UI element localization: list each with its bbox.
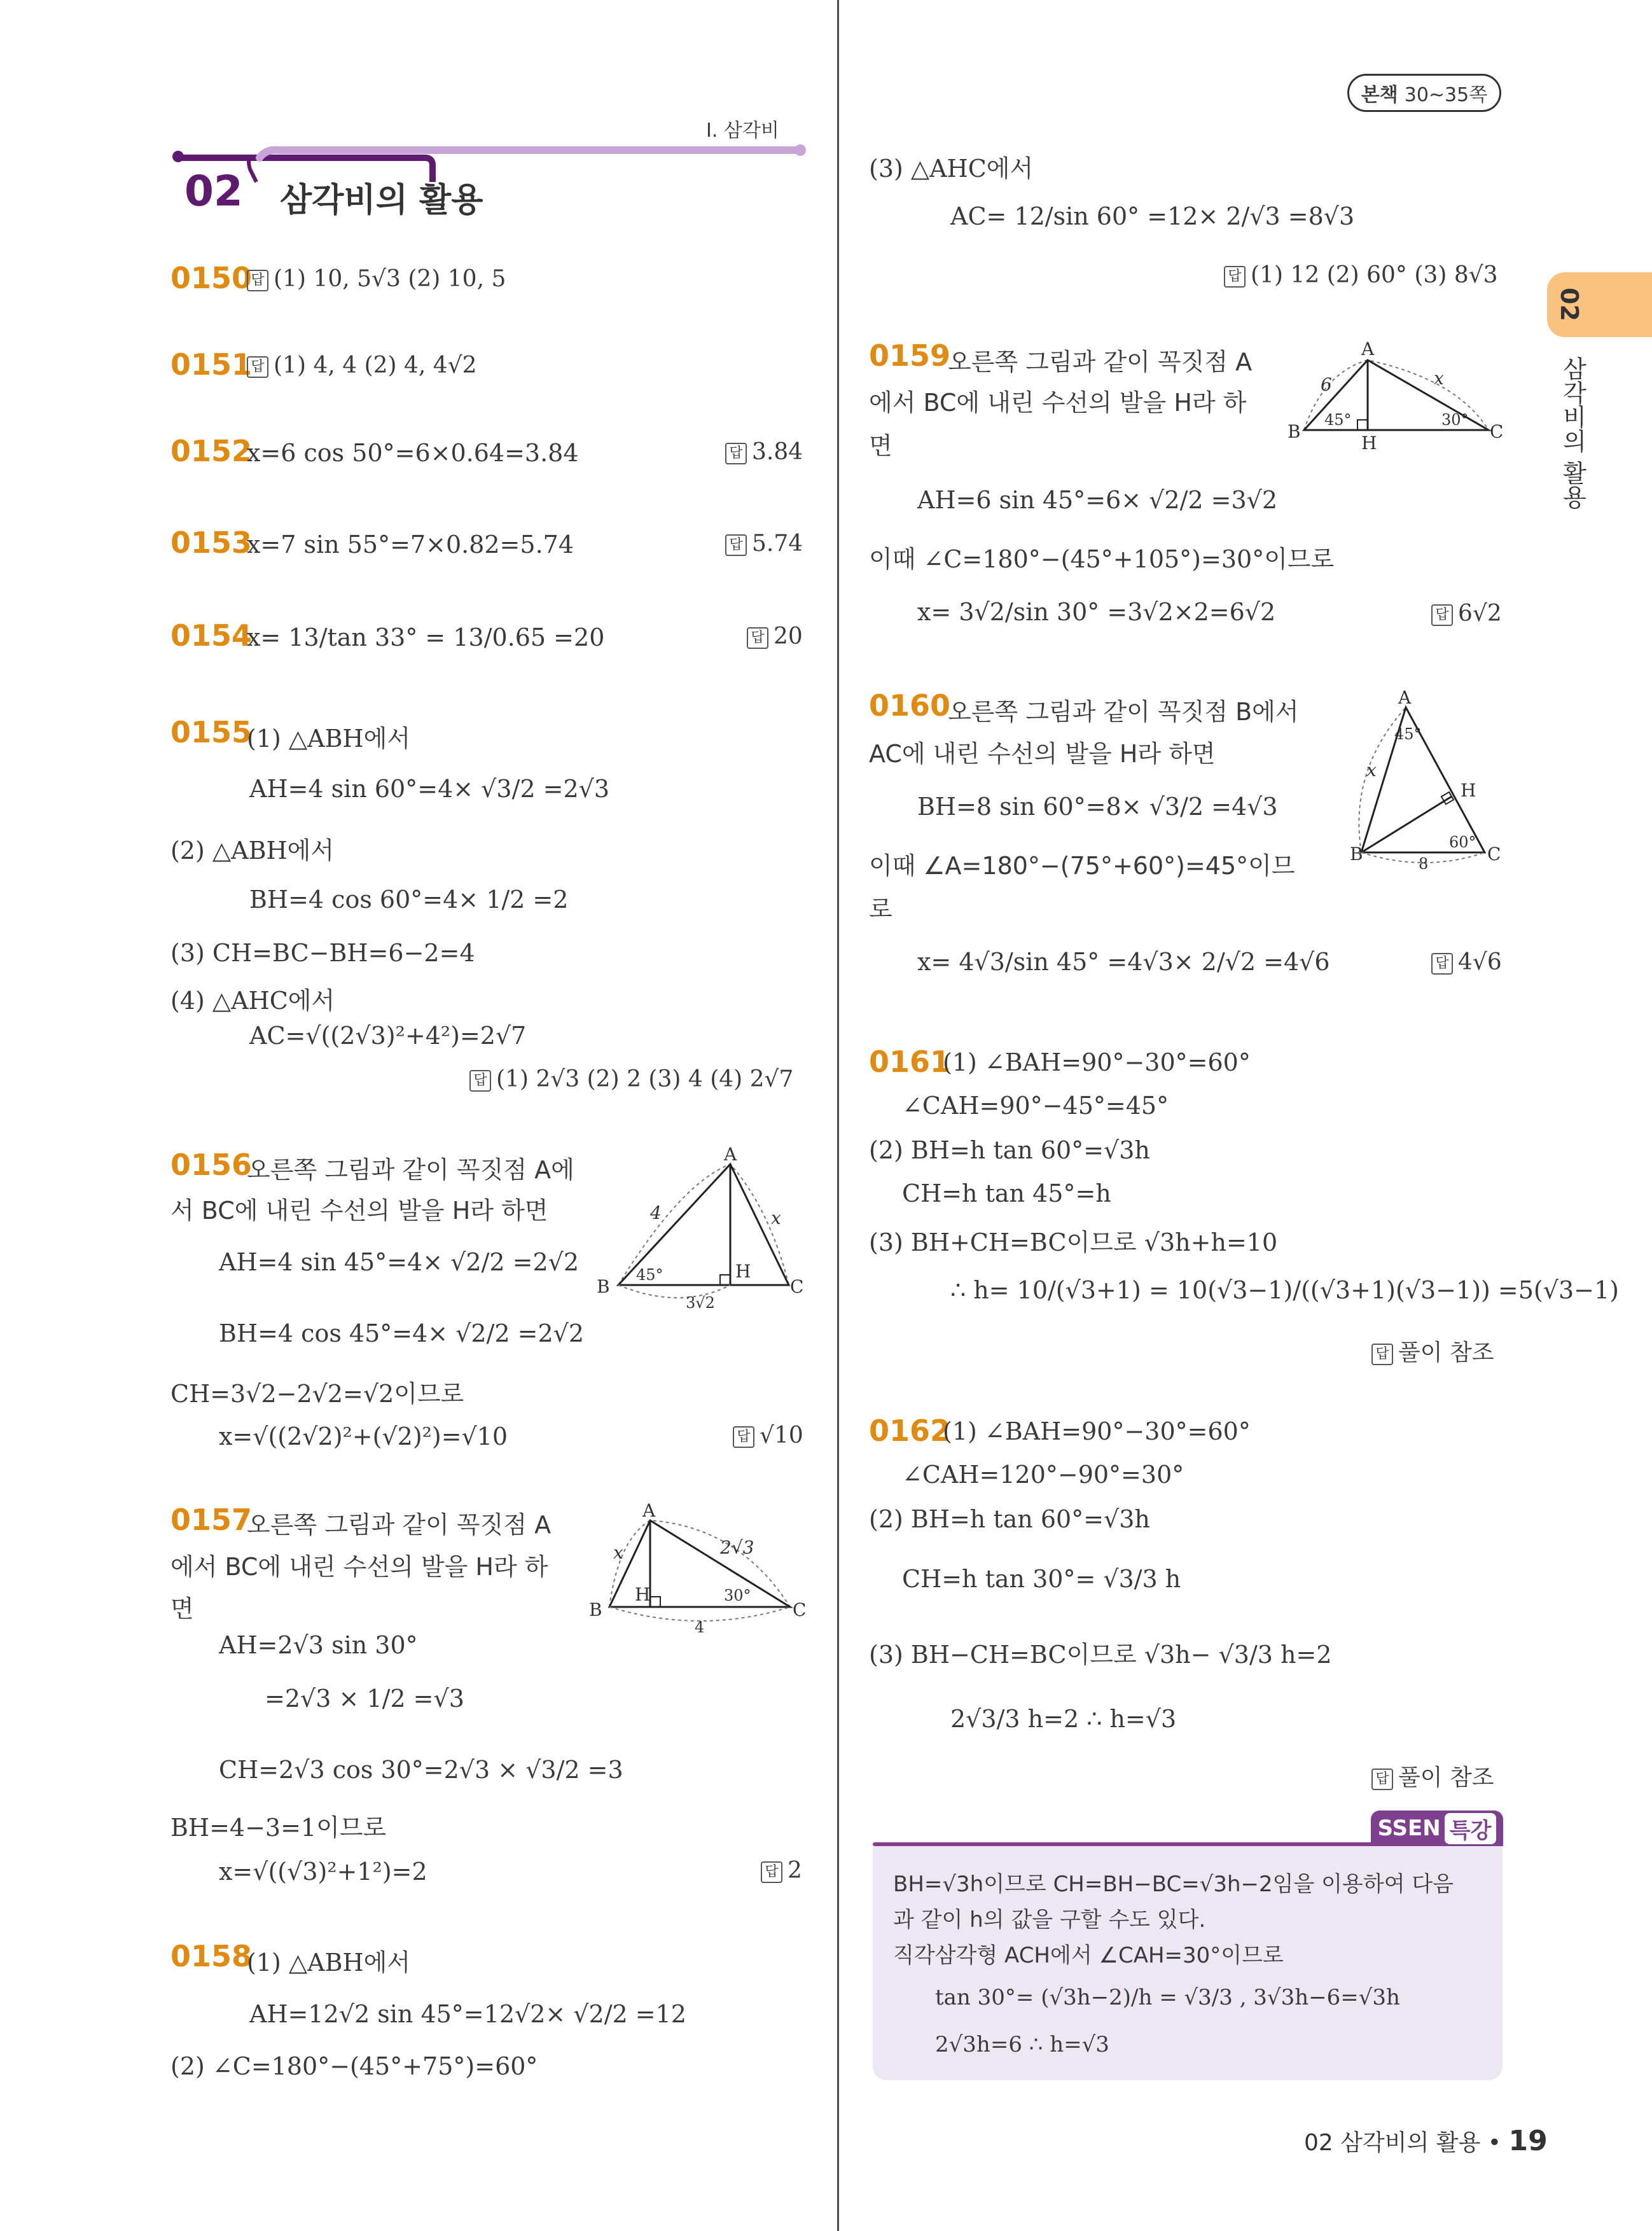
angle-label-1: 45° (1324, 411, 1352, 429)
answer-mark-icon: 답 (1371, 1344, 1393, 1365)
page-number: 19 (1508, 2125, 1548, 2157)
vertex-label-C: C (793, 1599, 807, 1620)
solution-line: AH=2√3 sin 30° (219, 1631, 418, 1659)
ssen-line: 과 같이 h의 값을 구할 수도 있다. (893, 1907, 1206, 1933)
solution-line: 에서 BC에 내린 수선의 발을 H라 하 (170, 1553, 548, 1581)
solution-line: =2√3 × 1/2 =√3 (265, 1685, 464, 1713)
answer-text: (1) 4, 4 (2) 4, 4√2 (274, 352, 477, 379)
solution-line: (2) ∠C=180°−(45°+75°)=60° (170, 2052, 538, 2080)
solution-line: AC= 12/sin 60° =12× 2/√3 =8√3 (950, 202, 1355, 230)
problem-number: 0160 (869, 688, 951, 723)
solution-line: CH=2√3 cos 30°=2√3 × √3/2 =3 (219, 1756, 623, 1784)
answer (247, 352, 477, 379)
side-tab-title: 삼각비의 활용 (1558, 356, 1586, 510)
ssen-line: tan 30°= (√3h−2)/h = √3/3 , 3√3h−6=√3h (935, 1985, 1400, 2010)
solution-line: (4) △AHC에서 (170, 987, 335, 1015)
answer (1224, 262, 1498, 288)
triangle-figure-0160 (1342, 688, 1514, 879)
solution-line: 이때 ∠A=180°−(75°+60°)=45°이므 (869, 852, 1295, 880)
solution-line: x=√((√3)²+1²)=2 (219, 1858, 427, 1886)
vertex-label-A: A (1398, 688, 1412, 708)
base-label: 3√2 (686, 1294, 715, 1310)
solution-line: (3) CH=BC−BH=6−2=4 (170, 939, 475, 967)
solution-line: (1) △ABH에서 (247, 725, 411, 753)
solution-line: ∴ h= 10/(√3+1) = 10(√3−1)/((√3+1)(√3−1)) =5(√3−1) (950, 1276, 1619, 1304)
foot-label-H: H (1361, 433, 1377, 454)
vertex-label-B: B (1288, 421, 1301, 442)
section-title: 삼각비의 활용 (280, 181, 483, 219)
answer-mark-icon: 답 (747, 627, 768, 649)
angle-label: 30° (724, 1587, 751, 1604)
solution-line: (3) △AHC에서 (869, 155, 1034, 183)
solution-line: 로 (869, 895, 892, 923)
ssen-line: 2√3h=6 ∴ h=√3 (935, 2032, 1109, 2057)
solution-line: 에서 BC에 내린 수선의 발을 H라 하 (869, 389, 1247, 417)
solution-line: 2√3/3 h=2 ∴ h=√3 (950, 1705, 1177, 1733)
problem-number: 0152 (170, 434, 253, 468)
vertex-label-C: C (1487, 844, 1501, 865)
problem-number: 0155 (170, 715, 253, 749)
base-label: 4 (695, 1618, 705, 1636)
answer (1371, 1335, 1494, 1367)
triangle-figure-0157 (580, 1501, 816, 1641)
answer-text: 4√6 (1458, 949, 1502, 975)
answer (761, 1858, 802, 1884)
solution-line: x=6 cos 50°=6×0.64=3.84 (247, 439, 579, 467)
answer-text: 풀이 참조 (1398, 1765, 1494, 1791)
solution-line: (1) ∠BAH=90°−30°=60° (943, 1417, 1251, 1445)
vertex-label-B: B (597, 1276, 610, 1297)
answer (725, 531, 803, 557)
answer-text: 2 (788, 1858, 802, 1884)
solution-line: AH=4 sin 60°=4× √3/2 =2√3 (249, 775, 610, 803)
answer (1371, 1760, 1494, 1792)
answer-text: 6√2 (1458, 601, 1502, 627)
answer (469, 1066, 793, 1092)
solution-line: (3) BH+CH=BC이므로 √3h+h=10 (869, 1228, 1278, 1256)
side-label: 2√3 (720, 1537, 754, 1558)
solution-line: x= 3√2/sin 30° =3√2×2=6√2 (917, 598, 1276, 626)
ssen-line: BH=√3h이므로 CH=BH−BC=√3h−2임을 이용하여 다음 (893, 1872, 1454, 1897)
angle-label-2: 30° (1441, 411, 1469, 429)
solution-line: 오른쪽 그림과 같이 꼭짓점 A (247, 1511, 552, 1539)
solution-line: 오른쪽 그림과 같이 꼭짓점 B에서 (948, 698, 1299, 726)
solution-line: x=√((2√2)²+(√2)²)=√10 (219, 1422, 508, 1450)
solution-line: (2) BH=h tan 60°=√3h (869, 1136, 1150, 1164)
solution-line: 이때 ∠C=180°−(45°+105°)=30°이므로 (869, 545, 1335, 573)
problem-number: 0162 (869, 1414, 951, 1448)
answer-text: 5.74 (752, 531, 803, 557)
solution-line: x=7 sin 55°=7×0.82=5.74 (247, 531, 574, 559)
book-ref-label: 본책 (1361, 84, 1398, 106)
answer-mark-icon: 답 (247, 270, 268, 291)
solution-line: AH=12√2 sin 45°=12√2× √2/2 =12 (249, 2000, 686, 2028)
solution-line: CH=3√2−2√2=√2이므로 (170, 1380, 464, 1408)
side-label: 6 (1321, 374, 1332, 395)
solution-line: (2) BH=h tan 60°=√3h (869, 1505, 1150, 1533)
solution-line: AH=4 sin 45°=4× √2/2 =2√2 (219, 1248, 580, 1276)
answer-text: √10 (760, 1422, 803, 1449)
answer-mark-icon: 답 (1371, 1769, 1393, 1790)
answer (725, 439, 803, 465)
solution-line: CH=h tan 45°=h (902, 1179, 1111, 1207)
answer-mark-icon: 답 (247, 356, 268, 378)
solution-line: 면 (869, 432, 892, 460)
answer-text: 풀이 참조 (1398, 1340, 1494, 1366)
solution-line: (2) △ABH에서 (170, 837, 335, 865)
answer-text: 20 (774, 623, 803, 650)
solution-line: (1) ∠BAH=90°−30°=60° (943, 1048, 1251, 1076)
problem-number: 0159 (869, 338, 951, 373)
problem-number: 0157 (170, 1503, 253, 1537)
ssen-tag-label: 특강 (1445, 1813, 1497, 1844)
problem-number: 0154 (170, 618, 253, 653)
foot-label-H: H (735, 1261, 751, 1282)
solution-line: BH=4 cos 45°=4× √2/2 =2√2 (219, 1319, 585, 1347)
side-tab-number: 02 (1555, 288, 1583, 321)
solution-line: x= 13/tan 33° = 13/0.65 =20 (247, 623, 605, 651)
vertex-label-C: C (790, 1276, 804, 1297)
answer-mark-icon: 답 (733, 1426, 754, 1448)
triangle-figure-0159 (1279, 335, 1508, 462)
solution-line: BH=4−3=1이므로 (170, 1814, 387, 1842)
problem-number: 0158 (170, 1939, 253, 1973)
side-label: 4 (650, 1202, 662, 1223)
solution-line: BH=4 cos 60°=4× 1/2 =2 (249, 886, 569, 914)
problem-number: 0161 (869, 1045, 951, 1079)
answer-mark-icon: 답 (1431, 604, 1453, 626)
vertex-label-C: C (1490, 421, 1504, 442)
solution-line: 면 (170, 1595, 194, 1623)
problem-number: 0153 (170, 525, 253, 560)
answer-mark-icon: 답 (1224, 266, 1246, 288)
triangle-figure-0156 (592, 1145, 808, 1310)
solution-line: 서 BC에 내린 수선의 발을 H라 하면 (170, 1197, 548, 1225)
vertex-label-B: B (589, 1599, 602, 1620)
side-label-x: x (613, 1542, 623, 1563)
solution-line: 오른쪽 그림과 같이 꼭짓점 A (948, 348, 1253, 376)
angle-label: 45° (636, 1266, 663, 1284)
page-footer (1304, 2125, 1548, 2157)
answer (1431, 949, 1502, 975)
solution-line: AC=√((2√3)²+4²)=2√7 (249, 1022, 527, 1050)
solution-line: (1) △ABH에서 (247, 1949, 411, 1977)
solution-line: ∠CAH=120°−90°=30° (902, 1461, 1184, 1489)
section-title-ribbon (170, 144, 807, 201)
answer-mark-icon: 답 (761, 1861, 782, 1883)
book-reference-badge (1347, 74, 1501, 112)
answer-text: (1) 10, 5√3 (2) 10, 5 (274, 266, 506, 292)
column-divider (837, 0, 839, 2231)
problem-number: 0150 (170, 261, 253, 295)
section-number: 02 (184, 167, 243, 216)
vertex-label-A: A (642, 1501, 656, 1521)
angle-label-2: 60° (1449, 833, 1476, 851)
solution-line: AC에 내린 수선의 발을 H라 하면 (869, 740, 1216, 768)
vertex-label-B: B (1350, 844, 1363, 865)
ssen-line: 직각삼각형 ACH에서 ∠CAH=30°이므로 (893, 1943, 1284, 1968)
answer-mark-icon: 답 (725, 443, 747, 464)
answer-text: 3.84 (752, 439, 803, 465)
angle-label-1: 45° (1394, 725, 1422, 743)
problem-number: 0151 (170, 347, 253, 382)
answer (247, 266, 506, 292)
answer-text: (1) 12 (2) 60° (3) 8√3 (1251, 262, 1498, 288)
book-ref-pages: 30~35쪽 (1404, 84, 1488, 106)
solution-line: x= 4√3/sin 45° =4√3× 2/√2 =4√6 (917, 948, 1330, 976)
problem-number: 0156 (170, 1148, 253, 1182)
answer-mark-icon: 답 (469, 1070, 491, 1092)
ssen-tag-brand: SSEN (1377, 1816, 1441, 1841)
ssen-tag (1371, 1811, 1503, 1846)
solution-line: AH=6 sin 45°=6× √2/2 =3√2 (917, 486, 1278, 514)
foot-label-H: H (635, 1584, 651, 1605)
side-label-x: x (1366, 760, 1377, 781)
solution-line: ∠CAH=90°−45°=45° (902, 1092, 1169, 1120)
answer (1431, 601, 1502, 627)
foot-label-H: H (1461, 780, 1476, 801)
footer-text: 02 삼각비의 활용 • (1304, 2130, 1502, 2156)
solution-line: 오른쪽 그림과 같이 꼭짓점 A에 (247, 1156, 574, 1184)
solution-line: CH=h tan 30°= √3/3 h (902, 1565, 1181, 1593)
side-label-x: x (1434, 368, 1444, 389)
answer-mark-icon: 답 (725, 534, 747, 556)
answer-mark-icon: 답 (1431, 953, 1453, 975)
vertex-label-A: A (724, 1145, 737, 1165)
solution-line: (3) BH−CH=BC이므로 √3h− √3/3 h=2 (869, 1641, 1332, 1669)
unit-label: Ⅰ. 삼각비 (706, 120, 779, 142)
solution-line: BH=8 sin 60°=8× √3/2 =4√3 (917, 793, 1278, 821)
answer (747, 623, 803, 650)
answer-text: (1) 2√3 (2) 2 (3) 4 (4) 2√7 (496, 1066, 794, 1092)
vertex-label-A: A (1361, 338, 1375, 359)
side-label-x: x (771, 1207, 781, 1228)
base-label: 8 (1419, 855, 1429, 873)
answer (733, 1422, 803, 1449)
